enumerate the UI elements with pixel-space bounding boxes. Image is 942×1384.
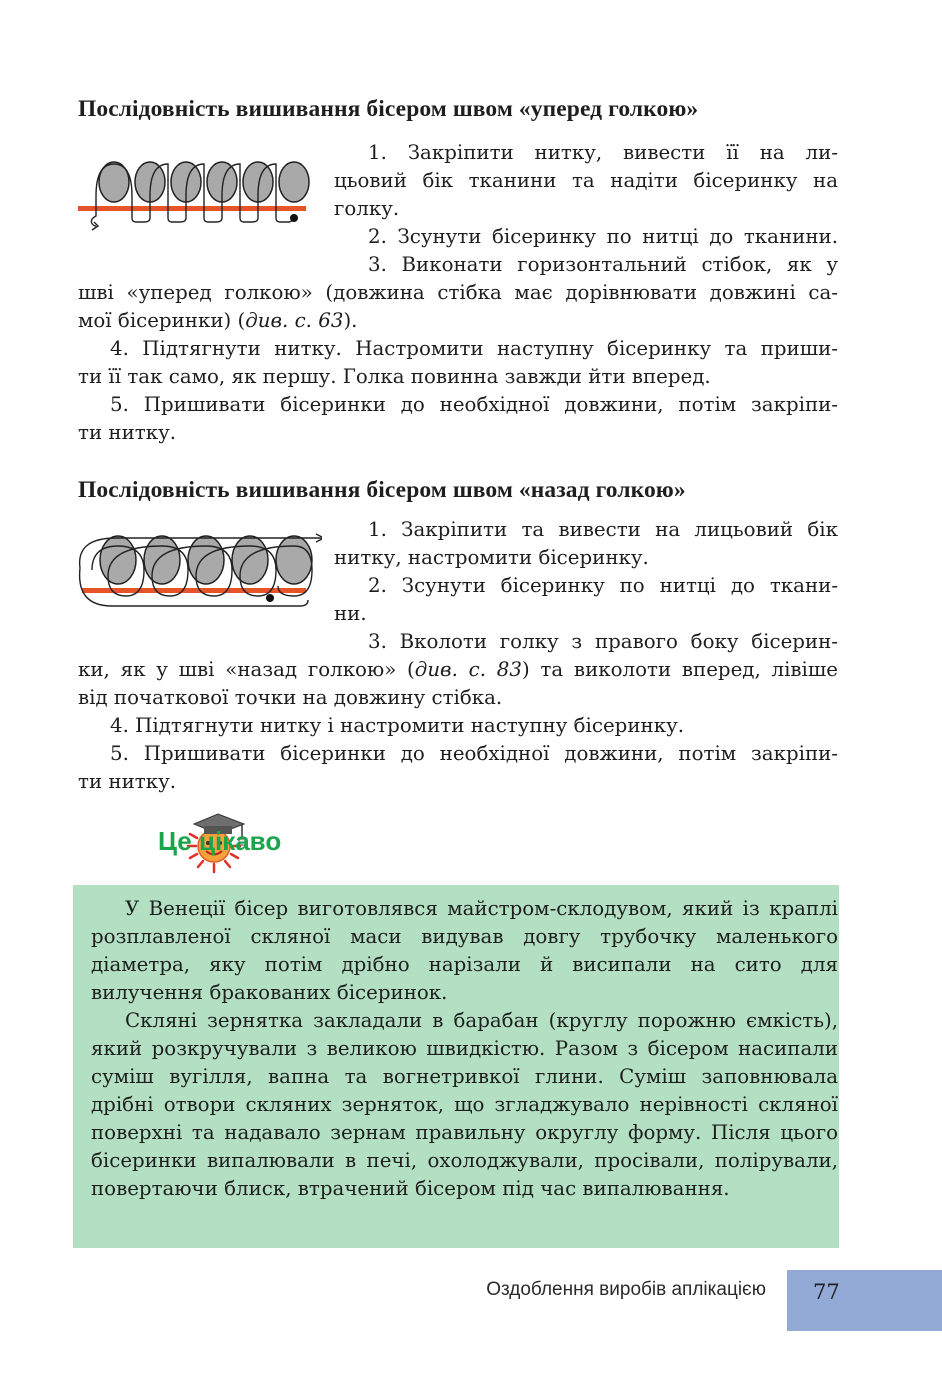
step-3-line-1: 3. Вколоти голку з правого боку бісерин- [368,630,838,653]
interesting-title: Це цікаво [158,826,282,856]
step-3-line-2: шві «уперед голкою» (довжина стібка має дорівнювати довжині са- [78,281,838,304]
step-4-line-1: 4. Підтягнути нитку. Настромити наступну бісеринку та приши- [110,337,838,360]
step-3-line-2: ки, як у шві «назад голкою» (див. с. 83) та виколоти вперед, лівіше [78,658,838,681]
step-1-line-2: цьовий бік тканини та надіти бісеринку на [334,169,838,192]
step-3-line-3: мої бісеринки) (див. с. 63). [78,309,358,332]
step-5-line-1: 5. Пришивати бісеринки до необхідної довжини, потім закріпи- [110,742,838,765]
step-5-line-2: ти нитку. [78,770,177,793]
step-4-line-2: ти її так само, як першу. Голка повинна завжди йти вперед. [78,365,711,388]
step-1-line-1: 1. Закріпити нитку, вивести її на ли- [368,141,838,164]
step-2-line-2: ни. [334,602,367,625]
section-forward-stitch-text [78,139,838,447]
interesting-facts-box [73,885,839,1248]
page-reference: див. с. 63 [245,309,344,332]
page-number: 77 [813,1280,840,1304]
step-3-line-3: від початкової точки на довжину стібка. [78,686,503,709]
page-number-badge [787,1270,942,1331]
section-heading-forward-stitch: Послідовність вишивання бісером швом «уперед голкою» [78,96,699,122]
step-5-line-1: 5. Пришивати бісеринки до необхідної довжини, потім закріпи- [110,393,838,416]
section-heading-backstitch: Послідовність вишивання бісером швом «назад голкою» [78,477,686,503]
page-reference: див. с. 83 [414,658,522,681]
step-5-line-2: ти нитку. [78,421,177,444]
step-2: 2. Зсунути бісеринку по нитці до тканини. [368,225,838,248]
info-paragraph-2: Скляні зернятка закладали в барабан (круглу порожню ємкість), який розкручували з великою швидкістю. Разом з бісером насипали суміш вугілля, вапна та вогнетривкої глини. Суміш заповнювала дрібні отвори скляних зерняток, що згладжувало нерівності скляної поверхні та надавало зернам правильну округлу форму. Після цього бісеринки випалювали в печі, охолоджували, просівали, полірували, повертаючи блиск, втрачений бісером під час випалювання. [91,1009,838,1200]
step-1-line-3: голку. [334,197,400,220]
info-paragraph-1: У Венеції бісер виготовлявся майстром-склодувом, який із краплі розплавленої скляної маси видував довгу трубочку маленького діаметра, яку потім дрібно нарізали й висипали на сито для вилучення бракованих бісеринок. [91,897,838,1004]
section-backstitch-text [78,516,838,796]
step-4: 4. Підтягнути нитку і настромити наступну бісеринку. [110,714,684,737]
step-3-line-1: 3. Виконати горизонтальний стібок, як у [368,253,838,276]
footer-chapter-title: Оздоблення виробів аплікацією [486,1279,766,1300]
step-1-line-2: нитку, настромити бісеринку. [334,546,649,569]
step-1-line-1: 1. Закріпити та вивести на лицьовий бік [368,518,838,541]
step-2-line-1: 2. Зсунути бісеринку по нитці до ткани- [368,574,838,597]
